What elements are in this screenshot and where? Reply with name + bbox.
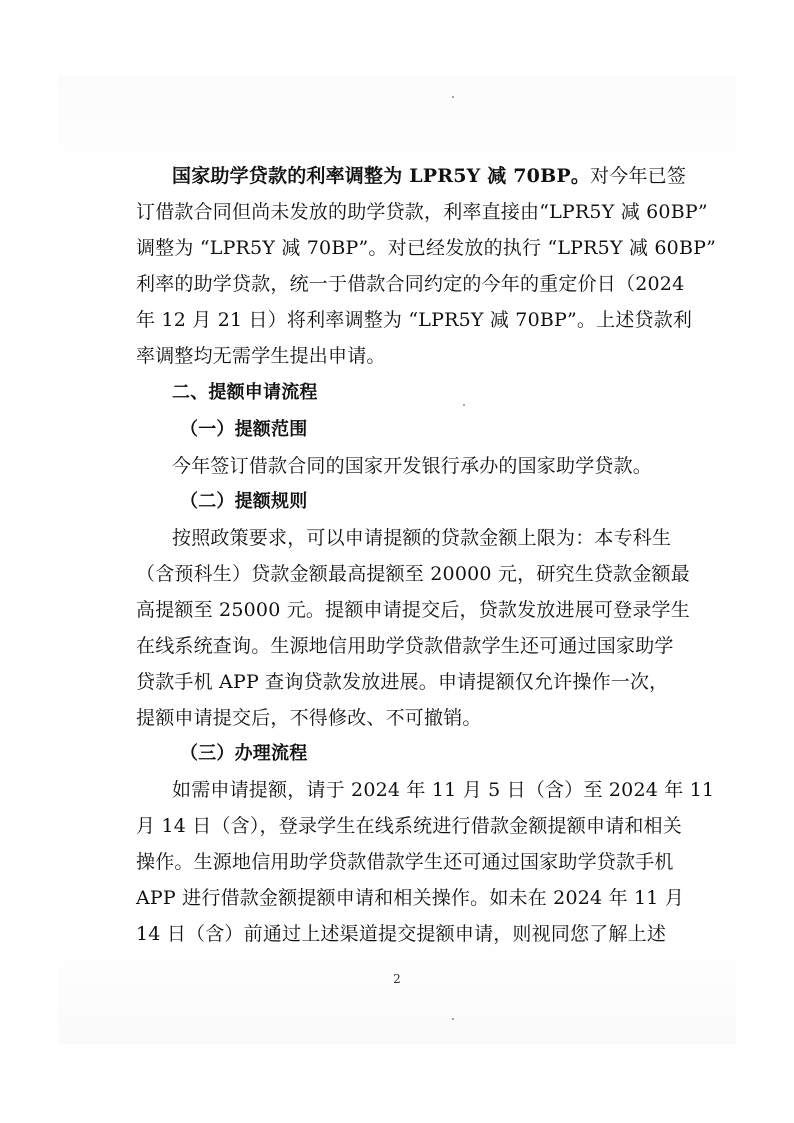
sub3-line2: 月 14 日（含），登录学生在线系统进行借款金额提额申请和相关 <box>136 815 682 837</box>
page-number: 2 <box>393 972 401 986</box>
paragraph1-line2: 订借款合同但尚未发放的助学贷款，利率直接由“LPR5Y 减 60BP” <box>136 201 708 223</box>
sub3-heading: （三）办理流程 <box>180 743 308 764</box>
scan-speck <box>463 404 465 406</box>
paragraph1-line4: 利率的助学贷款，统一于借款合同约定的今年的重定价日（2024 <box>136 273 685 295</box>
sub2-line6: 提额申请提交后，不得修改、不可撤销。 <box>136 707 482 729</box>
sub2-line2: （含预科生）贷款金额最高提额至 20000 元，研究生贷款金额最 <box>136 563 690 585</box>
paragraph1-bold-lead: 国家助学贷款的利率调整为 LPR5Y 减 70BP。 <box>172 165 591 187</box>
paragraph1-line3: 调整为 “LPR5Y 减 70BP”。对已经发放的执行 “LPR5Y 减 60BP” <box>136 237 717 259</box>
paragraph1-line1-rest: 对今年已签 <box>590 165 687 187</box>
paragraph1-line1 <box>172 163 687 189</box>
scan-speck <box>452 96 454 98</box>
sub2-line3: 高提额至 25000 元。提额申请提交后，贷款发放进展可登录学生 <box>136 599 690 621</box>
sub3-line5: 14 日（含）前通过上述渠道提交提额申请，则视同您了解上述 <box>136 923 667 945</box>
paragraph1-line5: 年 12 月 21 日）将利率调整为 “LPR5Y 减 70BP”。上述贷款利 <box>136 309 693 331</box>
sub2-heading: （二）提额规则 <box>180 491 308 512</box>
sub1-line1: 今年签订借款合同的国家开发银行承办的国家助学贷款。 <box>172 455 653 477</box>
sub3-line4: APP 进行借款金额提额申请和相关操作。如未在 2024 年 11 月 <box>136 887 685 909</box>
sub1-heading: （一）提额范围 <box>180 419 308 440</box>
sub3-line3: 操作。生源地信用助学贷款借款学生还可通过国家助学贷款手机 <box>136 851 674 873</box>
sub2-line5: 贷款手机 APP 查询贷款发放进展。申请提额仅允许操作一次， <box>136 671 669 693</box>
section2-heading: 二、提额申请流程 <box>172 382 318 403</box>
scan-speck <box>452 1018 454 1020</box>
sub3-line1: 如需申请提额，请于 2024 年 11 月 5 日（含）至 2024 年 11 <box>172 779 715 801</box>
sub2-line1: 按照政策要求，可以申请提额的贷款金额上限为：本专科生 <box>172 527 672 549</box>
sub2-line4: 在线系统查询。生源地信用助学贷款借款学生还可通过国家助学 <box>136 635 674 657</box>
paragraph1-line6: 率调整均无需学生提出申请。 <box>136 345 386 367</box>
